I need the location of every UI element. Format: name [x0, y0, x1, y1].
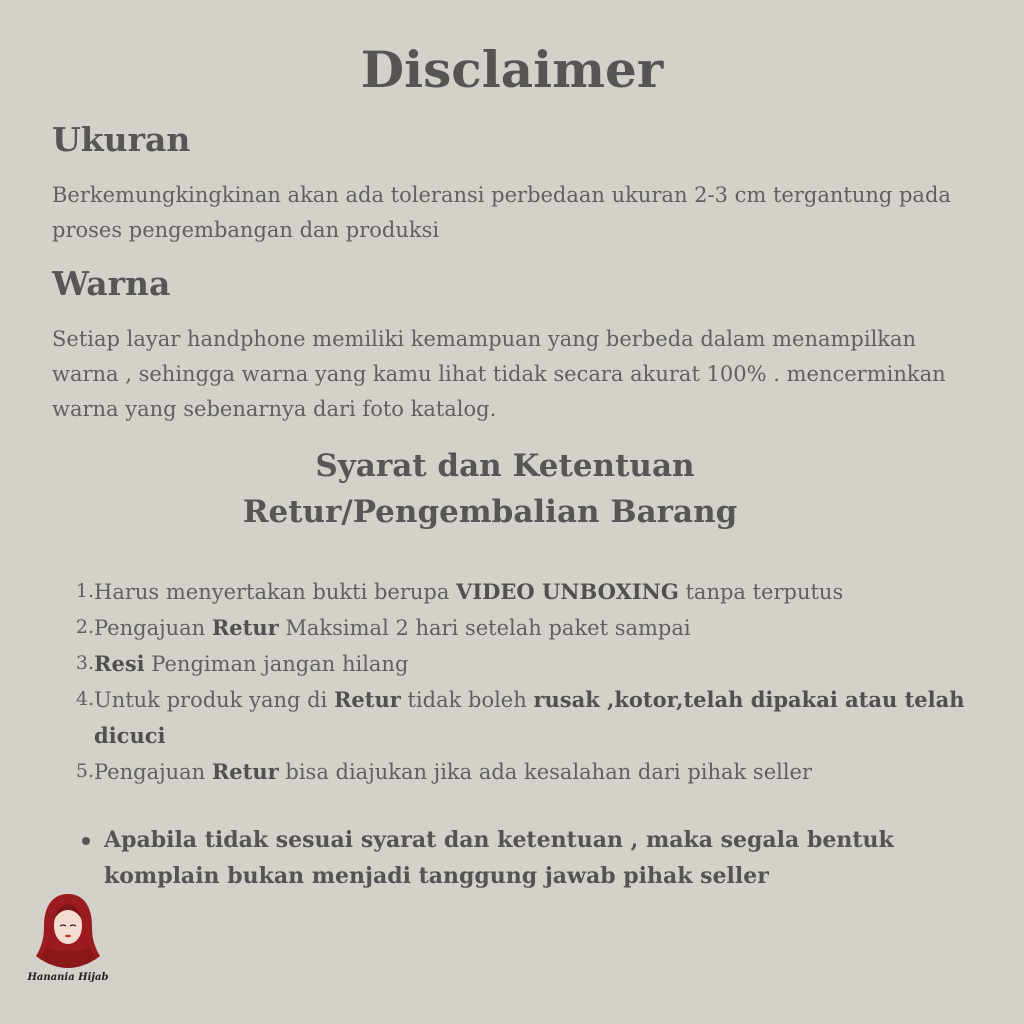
ukuran-text: Berkemungkingkinan akan ada toleransi perbedaan ukuran 2-3 cm tergantung pada proses pengembangan dan produksi — [52, 183, 951, 242]
terms-list — [60, 574, 980, 790]
list-item-bold-text: VIDEO UNBOXING — [456, 579, 679, 604]
list-item-text: Harus menyertakan bukti berupa — [94, 580, 457, 604]
list-item-bold-text: Retur — [333, 687, 401, 712]
list-number: 3. — [75, 652, 94, 674]
terms-heading-line1: Syarat dan Ketentuan — [315, 448, 695, 484]
terms-list-item — [60, 610, 980, 646]
page-title: Disclaimer — [360, 40, 664, 99]
terms-heading-line2: Retur/Pengembalian Barang — [242, 494, 738, 530]
list-item-bold-text: Resi — [94, 651, 145, 676]
list-item-bold-text: Retur — [211, 615, 279, 640]
brand-logo — [26, 890, 110, 983]
terms-list-item — [60, 682, 980, 754]
hijab-woman-logo-icon — [32, 890, 104, 970]
ukuran-heading: Ukuran — [52, 120, 191, 159]
list-item-text: Untuk produk yang di — [94, 688, 334, 712]
list-number: 5. — [75, 760, 94, 782]
warna-heading: Warna — [52, 264, 171, 303]
terms-note — [82, 822, 984, 894]
list-item-text: Pengajuan — [94, 760, 212, 784]
list-item-text: Pengiman jangan hilang — [144, 652, 409, 676]
list-item-text: Pengajuan — [94, 616, 212, 640]
list-item-text: Maksimal 2 hari setelah paket sampai — [278, 616, 691, 640]
warna-text: Setiap layar handphone memiliki kemampuan yang berbeda dalam menampilkan warna , sehingga warna yang kamu lihat tidak secara akurat 100% . mencerminkan warna yang sebenarnya dari foto katalog. — [52, 327, 946, 421]
terms-note-text: Apabila tidak sesuai syarat dan ketentuan , maka segala bentuk komplain bukan menjadi tanggung jawab pihak seller — [104, 827, 894, 889]
list-number: 4. — [75, 688, 94, 710]
list-item-bold-text: rusak ,kotor,telah dipakai atau telah dicuci — [94, 687, 965, 748]
list-number: 1. — [75, 580, 94, 602]
terms-list-item — [60, 574, 980, 610]
list-item-text: tidak boleh — [400, 688, 534, 712]
list-item-text: tanpa terputus — [678, 580, 844, 604]
bullet-dot-icon — [82, 837, 90, 845]
brand-name: Hanania Hijab — [27, 972, 109, 983]
list-item-bold-text: Retur — [211, 759, 279, 784]
terms-list-item — [60, 754, 980, 790]
list-number: 2. — [75, 616, 94, 638]
terms-list-item — [60, 646, 980, 682]
list-item-text: bisa diajukan jika ada kesalahan dari pihak seller — [278, 760, 813, 784]
